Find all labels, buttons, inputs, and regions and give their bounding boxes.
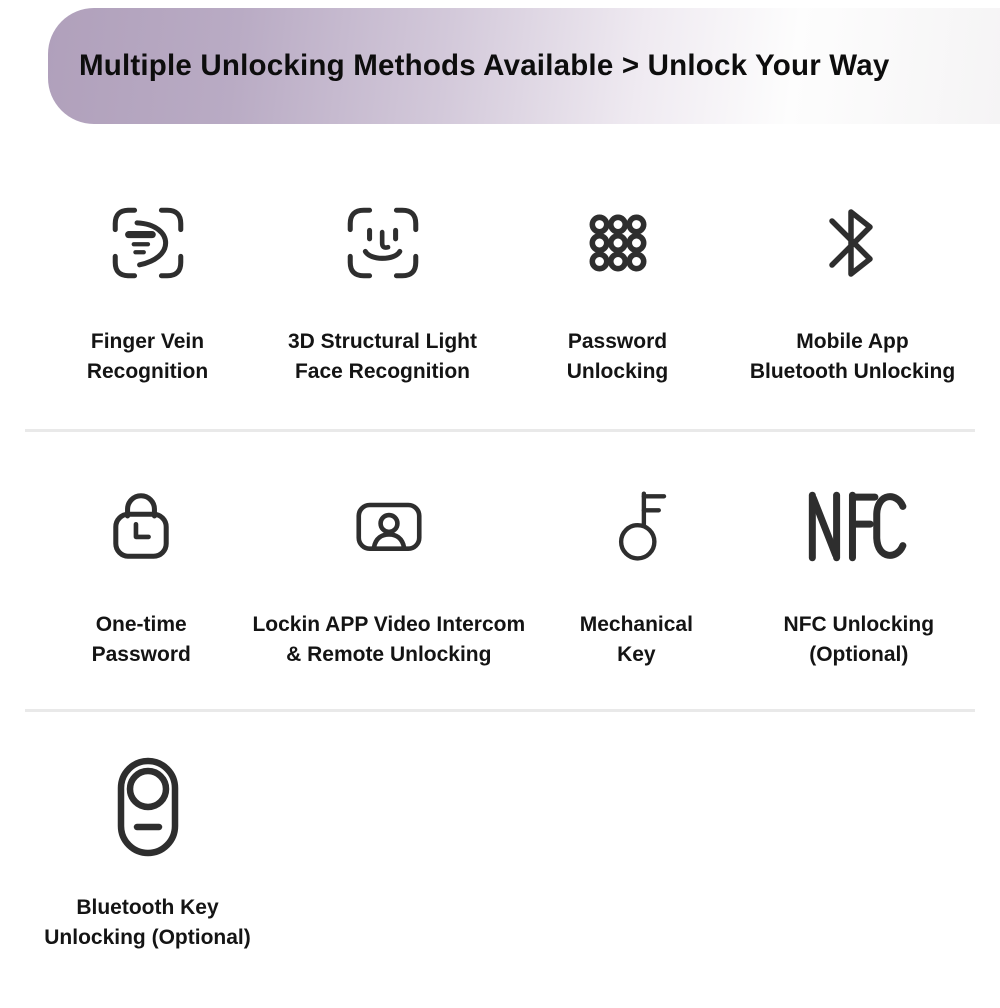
nfc-icon [803,478,915,574]
lock-timer-icon [99,478,183,574]
feature-label: NFC Unlocking (Optional) [783,613,935,666]
face-id-icon [341,195,425,291]
feature-label: Bluetooth Key Unlocking (Optional) [44,896,251,949]
page-title: Multiple Unlocking Methods Available > Unlock Your Way [79,49,890,82]
feature-password-unlocking [500,195,735,387]
feature-bluetooth-key [30,753,265,953]
bluetooth-icon [818,195,888,291]
feature-label: Lockin APP Video Intercom & Remote Unlocking [252,613,526,666]
feature-nfc [748,478,970,670]
feature-app-bluetooth [735,195,970,387]
feature-mechanical-key [525,478,747,670]
header-banner [48,8,1000,124]
finger-vein-scan-icon [106,195,190,291]
divider [25,429,975,432]
mechanical-key-icon [601,478,671,574]
feature-label: 3D Structural Light Face Recognition [287,330,477,383]
feature-one-time-password [30,478,252,670]
feature-finger-vein [30,195,265,387]
feature-row-1 [30,195,970,387]
feature-face-recognition [265,195,500,387]
feature-video-intercom [252,478,525,670]
feature-label: Mobile App Bluetooth Unlocking [749,330,956,383]
divider [25,709,975,712]
keypad-dots-icon [576,195,660,291]
feature-label: Mechanical Key [579,613,693,666]
feature-label: Finger Vein Recognition [86,330,209,383]
feature-row-3 [30,753,970,953]
feature-label: Password Unlocking [566,330,669,383]
video-intercom-icon [346,478,432,574]
feature-row-2 [30,478,970,670]
bluetooth-fob-icon [113,753,183,861]
feature-label: One-time Password [91,613,191,666]
